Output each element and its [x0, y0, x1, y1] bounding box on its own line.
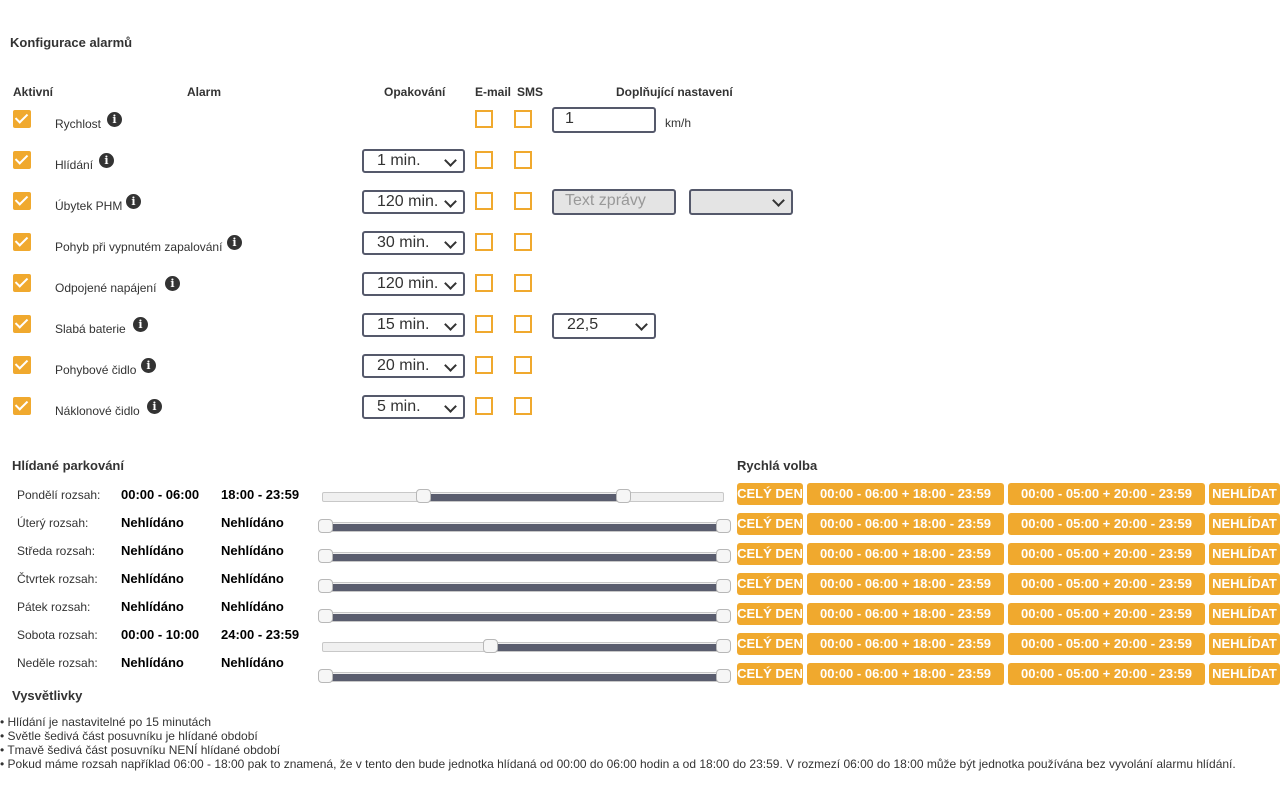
quick-range-b-button[interactable]: 00:00 - 05:00 + 20:00 - 23:59	[1008, 573, 1205, 595]
slider-handle-end[interactable]	[716, 519, 731, 533]
range-end: 18:00 - 23:59	[221, 487, 300, 502]
repeat-select-value: 30 min.	[377, 234, 430, 251]
quick-range-a-button[interactable]: 00:00 - 06:00 + 18:00 - 23:59	[807, 543, 1004, 565]
email-checkbox[interactable]	[475, 315, 493, 333]
range-start: 00:00 - 06:00	[121, 487, 200, 502]
quick-unwatch-button[interactable]: NEHLÍDAT	[1209, 543, 1280, 565]
repeat-select[interactable]	[362, 190, 465, 214]
alarm-active-checkbox[interactable]	[13, 192, 31, 210]
repeat-select-value: 1 min.	[377, 152, 421, 169]
unwatched-range-fill	[490, 644, 723, 651]
quick-select-title: Rychlá volba	[737, 458, 818, 473]
sms-checkbox[interactable]	[514, 315, 532, 333]
range-start: Nehlídáno	[121, 543, 184, 558]
range-start: Nehlídáno	[121, 515, 184, 530]
parking-slider[interactable]	[324, 552, 724, 562]
chevron-down-icon	[444, 400, 457, 413]
quick-unwatch-button[interactable]: NEHLÍDAT	[1209, 663, 1280, 685]
quick-range-a-button[interactable]: 00:00 - 06:00 + 18:00 - 23:59	[807, 603, 1004, 625]
alarm-active-checkbox[interactable]	[13, 315, 31, 333]
alarm-active-checkbox[interactable]	[13, 151, 31, 169]
quick-range-a-button[interactable]: 00:00 - 06:00 + 18:00 - 23:59	[807, 513, 1004, 535]
quick-full-day-button[interactable]: CELÝ DEN	[737, 633, 803, 655]
unwatched-range-fill	[325, 674, 723, 681]
quick-range-b-button[interactable]: 00:00 - 05:00 + 20:00 - 23:59	[1008, 513, 1205, 535]
fuel-extra-select[interactable]	[689, 189, 793, 215]
speed-unit: km/h	[665, 116, 692, 130]
battery-threshold-value: 22,5	[567, 316, 599, 333]
quick-full-day-button[interactable]: CELÝ DEN	[737, 663, 803, 685]
alarm-label: Odpojené napájení	[55, 281, 157, 295]
alarm-active-checkbox[interactable]	[13, 274, 31, 292]
slider-handle-start[interactable]	[318, 609, 333, 623]
range-end: Nehlídáno	[221, 599, 284, 614]
slider-handle-end[interactable]	[716, 579, 731, 593]
legend-item: • Hlídání je nastavitelné po 15 minutách	[0, 715, 211, 729]
slider-handle-start[interactable]	[483, 639, 498, 653]
range-start: Nehlídáno	[121, 599, 184, 614]
quick-range-b-button[interactable]: 00:00 - 05:00 + 20:00 - 23:59	[1008, 663, 1205, 685]
range-end: Nehlídáno	[221, 655, 284, 670]
quick-range-a-button[interactable]: 00:00 - 06:00 + 18:00 - 23:59	[807, 633, 1004, 655]
quick-range-b-button[interactable]: 00:00 - 05:00 + 20:00 - 23:59	[1008, 633, 1205, 655]
alarm-active-checkbox[interactable]	[13, 397, 31, 415]
alarm-active-checkbox[interactable]	[13, 233, 31, 251]
info-icon[interactable]: i	[133, 317, 148, 332]
alarm-label: Rychlost	[55, 117, 102, 131]
day-range-label: Neděle rozsah:	[17, 656, 98, 670]
message-text-placeholder: Text zprávy	[565, 192, 646, 209]
parking-slider[interactable]	[322, 642, 724, 652]
info-icon[interactable]: i	[165, 276, 180, 291]
slider-handle-end[interactable]	[716, 609, 731, 623]
range-end: 24:00 - 23:59	[221, 627, 300, 642]
quick-range-b-button[interactable]: 00:00 - 05:00 + 20:00 - 23:59	[1008, 603, 1205, 625]
legend-item: • Pokud máme rozsah například 06:00 - 18:00 pak to znamená, že v tento den bude jednotka hlídaná od 00:00 do 06:00 hodin a od 18:00 do 23:59. V rozmezí 06:00 do 18:00 může být jednotka používána bez vyvolání alarmu hlídání.	[0, 757, 1236, 771]
info-icon[interactable]: i	[141, 358, 156, 373]
sms-checkbox[interactable]	[514, 110, 532, 128]
unwatched-range-fill	[325, 614, 723, 621]
email-checkbox[interactable]	[475, 356, 493, 374]
quick-range-a-button[interactable]: 00:00 - 06:00 + 18:00 - 23:59	[807, 573, 1004, 595]
info-icon[interactable]: i	[227, 235, 242, 250]
sms-checkbox[interactable]	[514, 192, 532, 210]
day-range-label: Sobota rozsah:	[17, 628, 98, 642]
email-checkbox[interactable]	[475, 274, 493, 292]
repeat-select-value: 5 min.	[377, 398, 421, 415]
sms-checkbox[interactable]	[514, 233, 532, 251]
info-icon[interactable]: i	[107, 112, 122, 127]
legend-title: Vysvětlivky	[12, 688, 83, 703]
chevron-down-icon	[635, 318, 648, 331]
quick-full-day-button[interactable]: CELÝ DEN	[737, 543, 803, 565]
quick-unwatch-button[interactable]: NEHLÍDAT	[1209, 483, 1280, 505]
repeat-select[interactable]	[362, 149, 465, 173]
repeat-select[interactable]	[362, 313, 465, 337]
email-checkbox[interactable]	[475, 397, 493, 415]
info-icon[interactable]: i	[126, 194, 141, 209]
repeat-select[interactable]	[362, 354, 465, 378]
alarm-active-checkbox[interactable]	[13, 356, 31, 374]
parking-slider[interactable]	[324, 672, 724, 682]
sms-checkbox[interactable]	[514, 356, 532, 374]
quick-full-day-button[interactable]: CELÝ DEN	[737, 573, 803, 595]
slider-handle-end[interactable]	[716, 639, 731, 653]
email-checkbox[interactable]	[475, 192, 493, 210]
chevron-down-icon	[772, 194, 785, 207]
alarm-label: Úbytek PHM	[55, 199, 123, 213]
repeat-select[interactable]	[362, 231, 465, 255]
email-checkbox[interactable]	[475, 110, 493, 128]
repeat-select-value: 20 min.	[377, 357, 430, 374]
legend-item: • Světle šedivá část posuvníku je hlídané období	[0, 729, 258, 743]
day-range-label: Pátek rozsah:	[17, 600, 91, 614]
slider-handle-start[interactable]	[318, 519, 333, 533]
sms-checkbox[interactable]	[514, 274, 532, 292]
quick-full-day-button[interactable]: CELÝ DEN	[737, 513, 803, 535]
chevron-down-icon	[444, 236, 457, 249]
col-active: Aktivní	[13, 85, 54, 99]
slider-handle-start[interactable]	[318, 669, 333, 683]
col-alarm: Alarm	[187, 85, 222, 99]
col-sms: SMS	[517, 85, 544, 99]
unwatched-range-fill	[325, 584, 723, 591]
chevron-down-icon	[444, 154, 457, 167]
quick-unwatch-button[interactable]: NEHLÍDAT	[1209, 603, 1280, 625]
alarm-label: Hlídání	[55, 158, 94, 172]
unwatched-range-fill	[423, 494, 623, 501]
col-email: E-mail	[475, 85, 512, 99]
message-text-input[interactable]	[552, 189, 676, 215]
alarm-active-checkbox[interactable]	[13, 110, 31, 128]
sms-checkbox[interactable]	[514, 397, 532, 415]
slider-handle-end[interactable]	[716, 669, 731, 683]
day-range-label: Středa rozsah:	[17, 544, 96, 558]
parking-slider[interactable]	[322, 492, 724, 502]
quick-full-day-button[interactable]: CELÝ DEN	[737, 603, 803, 625]
speed-limit-input[interactable]	[552, 107, 656, 133]
quick-range-a-button[interactable]: 00:00 - 06:00 + 18:00 - 23:59	[807, 663, 1004, 685]
quick-range-b-button[interactable]: 00:00 - 05:00 + 20:00 - 23:59	[1008, 543, 1205, 565]
legend-item: • Tmavě šedivá část posuvníku NENÍ hlídané období	[0, 743, 281, 757]
col-extra: Doplňující nastavení	[616, 85, 733, 99]
repeat-select-value: 120 min.	[377, 275, 439, 292]
info-icon[interactable]: i	[147, 399, 162, 414]
parking-slider[interactable]	[324, 612, 724, 622]
chevron-down-icon	[444, 195, 457, 208]
slider-handle-end[interactable]	[616, 489, 631, 503]
alarm-label: Slabá baterie	[55, 322, 126, 336]
chevron-down-icon	[444, 359, 457, 372]
unwatched-range-fill	[325, 554, 723, 561]
col-repeat: Opakování	[384, 85, 446, 99]
repeat-select[interactable]	[362, 395, 465, 419]
repeat-select-value: 120 min.	[377, 193, 439, 210]
repeat-select-value: 15 min.	[377, 316, 430, 333]
range-start: Nehlídáno	[121, 655, 184, 670]
alarm-label: Náklonové čidlo	[55, 404, 140, 418]
sms-checkbox[interactable]	[514, 151, 532, 169]
chevron-down-icon	[444, 277, 457, 290]
day-range-label: Čtvrtek rozsah:	[17, 572, 98, 586]
parking-title: Hlídané parkování	[12, 458, 124, 473]
quick-unwatch-button[interactable]: NEHLÍDAT	[1209, 633, 1280, 655]
unwatched-range-fill	[325, 524, 723, 531]
battery-threshold-select[interactable]	[552, 313, 656, 339]
range-end: Nehlídáno	[221, 571, 284, 586]
chevron-down-icon	[444, 318, 457, 331]
quick-range-a-button[interactable]: 00:00 - 06:00 + 18:00 - 23:59	[807, 483, 1004, 505]
speed-limit-value: 1	[565, 110, 574, 127]
range-end: Nehlídáno	[221, 515, 284, 530]
quick-range-b-button[interactable]: 00:00 - 05:00 + 20:00 - 23:59	[1008, 483, 1205, 505]
email-checkbox[interactable]	[475, 151, 493, 169]
info-icon[interactable]: i	[99, 153, 114, 168]
parking-slider[interactable]	[324, 522, 724, 532]
email-checkbox[interactable]	[475, 233, 493, 251]
range-start: 00:00 - 10:00	[121, 627, 200, 642]
page-title: Konfigurace alarmů	[10, 35, 133, 50]
quick-unwatch-button[interactable]: NEHLÍDAT	[1209, 573, 1280, 595]
quick-unwatch-button[interactable]: NEHLÍDAT	[1209, 513, 1280, 535]
day-range-label: Pondělí rozsah:	[17, 488, 101, 502]
range-start: Nehlídáno	[121, 571, 184, 586]
slider-handle-start[interactable]	[318, 549, 333, 563]
slider-handle-start[interactable]	[416, 489, 431, 503]
day-range-label: Úterý rozsah:	[17, 516, 89, 530]
alarm-label: Pohybové čidlo	[55, 363, 137, 377]
range-end: Nehlídáno	[221, 543, 284, 558]
alarm-label: Pohyb při vypnutém zapalování	[55, 240, 223, 254]
slider-handle-start[interactable]	[318, 579, 333, 593]
quick-full-day-button[interactable]: CELÝ DEN	[737, 483, 803, 505]
slider-handle-end[interactable]	[716, 549, 731, 563]
repeat-select[interactable]	[362, 272, 465, 296]
parking-slider[interactable]	[324, 582, 724, 592]
